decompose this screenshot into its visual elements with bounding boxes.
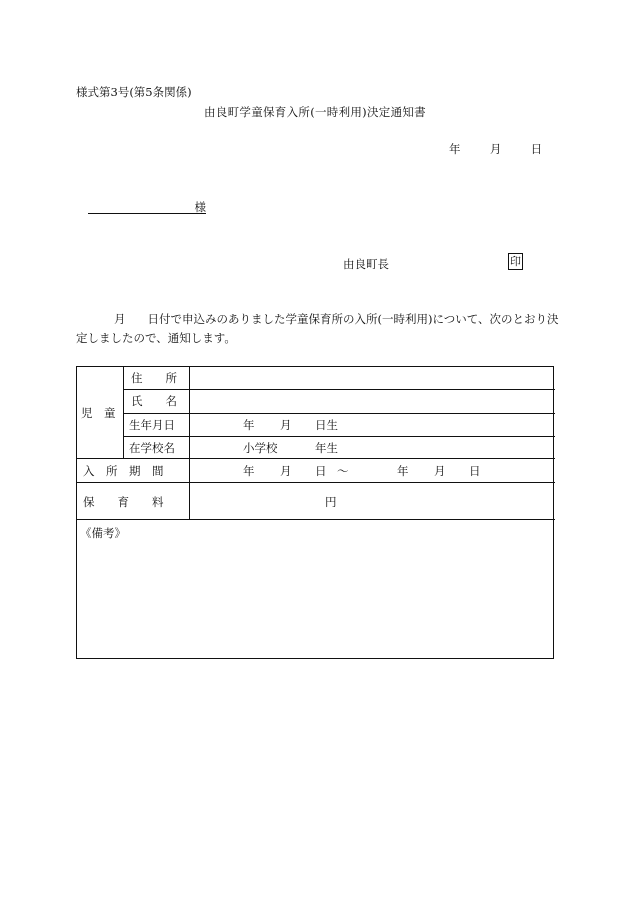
body-month-label: 月	[114, 312, 126, 326]
birthdate-year: 年	[243, 418, 255, 432]
fee-unit: 円	[325, 495, 337, 509]
addressee-line[interactable]	[88, 199, 206, 214]
grade-suffix: 年生	[315, 441, 338, 455]
period-end-year: 年	[397, 464, 409, 478]
address-label: 住 所	[131, 371, 177, 385]
form-number: 様式第3号(第5条関係)	[76, 85, 192, 99]
decision-table	[76, 366, 554, 659]
period-end-day: 日	[469, 464, 481, 478]
name-field[interactable]	[190, 390, 554, 413]
name-label: 氏 名	[131, 394, 177, 408]
addressee-suffix: 様	[194, 200, 206, 214]
address-field[interactable]	[190, 367, 554, 389]
issue-date-month: 月	[489, 142, 502, 156]
issue-date	[449, 141, 542, 157]
period-start-month: 月	[280, 464, 292, 478]
seal-mark: 印	[510, 255, 521, 268]
issue-date-day: 日	[530, 142, 543, 156]
birthdate-day: 日生	[315, 418, 338, 432]
school-label: 在学校名	[129, 441, 175, 455]
body-text: 日付で申込みのありました学童保育所の入所(一時利用)について、次のとおり決定しましたので、通知します。	[76, 312, 559, 345]
period-end-month: 月	[434, 464, 446, 478]
issue-date-year: 年	[449, 142, 461, 156]
document-title: 由良町学童保育入所(一時利用)決定通知書	[204, 105, 426, 119]
remarks-label: 《備考》	[80, 526, 126, 540]
period-start-day: 日	[315, 464, 327, 478]
child-group-label: 児 童	[81, 406, 116, 420]
birthdate-month: 月	[280, 418, 292, 432]
notice-body	[76, 310, 560, 348]
birthdate-label: 生年月日	[129, 418, 175, 432]
fee-label: 保 育 料	[83, 495, 164, 509]
remarks-area[interactable]	[77, 520, 553, 658]
period-start-year: 年	[243, 464, 255, 478]
issuer-name: 由良町長	[343, 257, 389, 271]
period-tilde: ～	[337, 464, 349, 478]
school-suffix: 小学校	[243, 441, 278, 455]
period-label: 入 所 期 間	[83, 464, 164, 478]
